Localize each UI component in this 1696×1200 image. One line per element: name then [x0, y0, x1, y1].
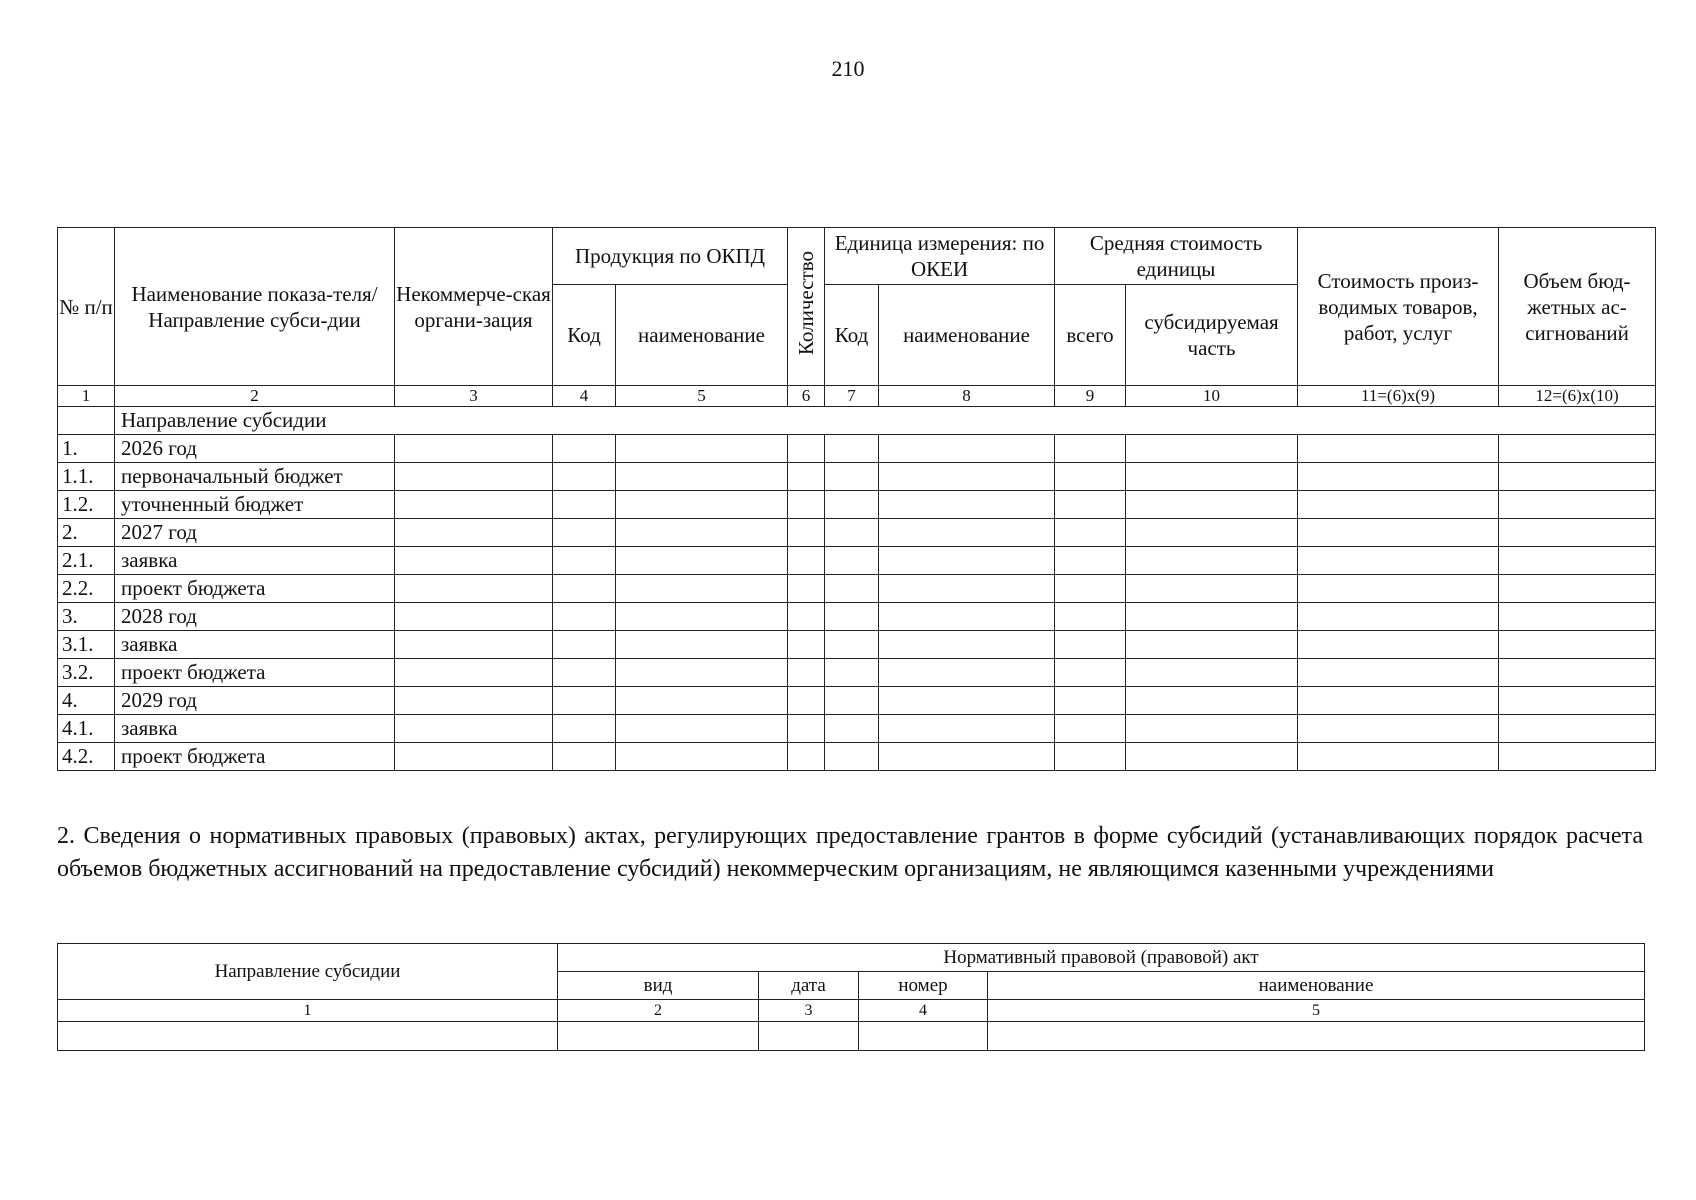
legal-acts-table — [57, 943, 1645, 1051]
column-number: 5 — [616, 386, 788, 407]
row-label: проект бюджета — [115, 575, 395, 603]
empty-cell — [1055, 575, 1126, 603]
column-number: 3 — [759, 1000, 859, 1022]
direction-num-cell — [58, 407, 115, 435]
table-row — [58, 743, 1656, 771]
empty-cell — [1499, 631, 1656, 659]
empty-cell — [879, 659, 1055, 687]
empty-cell — [616, 715, 788, 743]
empty-cell — [879, 463, 1055, 491]
header-avg-total: всего — [1055, 285, 1126, 386]
row-label: 2026 год — [115, 435, 395, 463]
empty-cell — [1055, 491, 1126, 519]
empty-cell — [553, 659, 616, 687]
table-row — [58, 491, 1656, 519]
empty-cell — [616, 631, 788, 659]
empty-cell — [1298, 519, 1499, 547]
table-row — [58, 687, 1656, 715]
empty-cell — [788, 463, 825, 491]
table-row — [58, 631, 1656, 659]
empty-cell — [616, 743, 788, 771]
empty-cell — [1298, 603, 1499, 631]
header-num: № п/п — [58, 228, 115, 386]
empty-cell — [1055, 603, 1126, 631]
empty-cell — [553, 547, 616, 575]
empty-cell — [879, 603, 1055, 631]
empty-cell — [1499, 435, 1656, 463]
header-act-date: дата — [759, 972, 859, 1000]
header-okei-code: Код — [825, 285, 879, 386]
empty-cell — [1298, 491, 1499, 519]
header-quantity — [788, 228, 825, 386]
empty-cell — [788, 687, 825, 715]
row-number: 4. — [58, 687, 115, 715]
empty-cell — [879, 715, 1055, 743]
direction-label: Направление субсидии — [115, 407, 1656, 435]
empty-cell — [395, 547, 553, 575]
empty-cell — [825, 603, 879, 631]
empty-cell — [788, 631, 825, 659]
header-act-kind: вид — [558, 972, 759, 1000]
empty-cell — [558, 1022, 759, 1051]
column-number: 7 — [825, 386, 879, 407]
empty-cell — [1298, 435, 1499, 463]
row-label: уточненный бюджет — [115, 491, 395, 519]
empty-cell — [788, 519, 825, 547]
empty-cell — [553, 715, 616, 743]
empty-cell — [1499, 687, 1656, 715]
empty-cell — [825, 547, 879, 575]
column-number: 1 — [58, 386, 115, 407]
empty-cell — [1126, 631, 1298, 659]
empty-cell — [395, 463, 553, 491]
empty-cell — [825, 519, 879, 547]
empty-cell — [616, 435, 788, 463]
empty-cell — [1055, 687, 1126, 715]
empty-cell — [395, 603, 553, 631]
empty-cell — [553, 743, 616, 771]
empty-cell — [788, 715, 825, 743]
empty-cell — [825, 463, 879, 491]
empty-cell — [879, 435, 1055, 463]
empty-cell — [616, 575, 788, 603]
table-row — [58, 659, 1656, 687]
header-act-name: наименование — [988, 972, 1645, 1000]
header-organization: Некоммерче-ская органи-зация — [395, 228, 553, 386]
empty-cell — [1126, 575, 1298, 603]
empty-cell — [395, 715, 553, 743]
row-number: 1.1. — [58, 463, 115, 491]
column-number: 12=(6)x(10) — [1499, 386, 1656, 407]
empty-cell — [553, 687, 616, 715]
empty-cell — [879, 687, 1055, 715]
row-label: первоначальный бюджет — [115, 463, 395, 491]
empty-cell — [988, 1022, 1645, 1051]
table-row — [58, 519, 1656, 547]
row-number: 3.1. — [58, 631, 115, 659]
empty-cell — [553, 491, 616, 519]
empty-cell — [1126, 715, 1298, 743]
row-label: 2028 год — [115, 603, 395, 631]
empty-cell — [1126, 519, 1298, 547]
empty-cell — [1499, 519, 1656, 547]
empty-cell — [553, 519, 616, 547]
empty-cell — [616, 491, 788, 519]
empty-cell — [788, 659, 825, 687]
empty-cell — [1055, 715, 1126, 743]
empty-cell — [395, 659, 553, 687]
empty-cell — [1126, 743, 1298, 771]
empty-cell — [1055, 743, 1126, 771]
header-okpd-name: наименование — [616, 285, 788, 386]
empty-cell — [879, 519, 1055, 547]
table-row — [58, 463, 1656, 491]
header-quantity-label: Количество — [794, 251, 819, 356]
row-label: заявка — [115, 547, 395, 575]
empty-cell — [58, 1022, 558, 1051]
empty-cell — [825, 687, 879, 715]
empty-cell — [395, 491, 553, 519]
empty-cell — [1499, 491, 1656, 519]
table-row — [58, 547, 1656, 575]
empty-cell — [879, 491, 1055, 519]
empty-cell — [616, 519, 788, 547]
row-number: 2.2. — [58, 575, 115, 603]
empty-cell — [553, 463, 616, 491]
section-2-heading: 2. Сведения о нормативных правовых (правовых) актах, регулирующих предоставление грантов в форме субсидий (устанавливающих порядок расчета объемов бюджетных ассигнований на предоставление субсидий) некоммерческим организациям, не являющимся казенными учреждениями — [57, 823, 1643, 882]
row-number: 3.2. — [58, 659, 115, 687]
column-number: 11=(6)x(9) — [1298, 386, 1499, 407]
column-numbers-row — [58, 1000, 1645, 1022]
header-budget-volume: Объем бюд-жетных ас-сигнований — [1499, 228, 1656, 386]
subsidy-indicators-table — [57, 227, 1656, 771]
header-direction: Направление субсидии — [58, 944, 558, 1000]
table-row — [58, 575, 1656, 603]
column-numbers-row — [58, 386, 1656, 407]
column-number: 6 — [788, 386, 825, 407]
column-number: 4 — [553, 386, 616, 407]
header-act-number: номер — [859, 972, 988, 1000]
column-number: 1 — [58, 1000, 558, 1022]
empty-cell — [1126, 547, 1298, 575]
empty-cell — [859, 1022, 988, 1051]
empty-cell — [825, 659, 879, 687]
empty-cell — [395, 435, 553, 463]
column-number: 4 — [859, 1000, 988, 1022]
empty-cell — [1499, 575, 1656, 603]
empty-cell — [1298, 547, 1499, 575]
empty-cell — [1298, 743, 1499, 771]
header-avg-subsidized: субсидируемая часть — [1126, 285, 1298, 386]
empty-cell — [1298, 715, 1499, 743]
empty-cell — [1126, 687, 1298, 715]
empty-cell — [825, 631, 879, 659]
column-number: 2 — [558, 1000, 759, 1022]
empty-cell — [553, 631, 616, 659]
empty-cell — [616, 687, 788, 715]
empty-cell — [1298, 575, 1499, 603]
column-number: 8 — [879, 386, 1055, 407]
row-label: заявка — [115, 715, 395, 743]
row-label: 2029 год — [115, 687, 395, 715]
empty-cell — [1126, 659, 1298, 687]
empty-cell — [759, 1022, 859, 1051]
empty-cell — [1055, 631, 1126, 659]
empty-cell — [1499, 547, 1656, 575]
row-label: заявка — [115, 631, 395, 659]
empty-cell — [788, 603, 825, 631]
empty-cell — [395, 575, 553, 603]
header-okei-name: наименование — [879, 285, 1055, 386]
header-okpd-group: Продукция по ОКПД — [553, 228, 788, 285]
empty-cell — [1298, 631, 1499, 659]
empty-cell — [395, 743, 553, 771]
empty-cell — [395, 519, 553, 547]
row-number: 2. — [58, 519, 115, 547]
empty-cell — [616, 603, 788, 631]
direction-row — [58, 407, 1656, 435]
empty-cell — [788, 575, 825, 603]
column-number: 5 — [988, 1000, 1645, 1022]
empty-cell — [1055, 659, 1126, 687]
row-number: 1. — [58, 435, 115, 463]
empty-cell — [1298, 687, 1499, 715]
empty-cell — [825, 575, 879, 603]
empty-cell — [1126, 463, 1298, 491]
empty-cell — [825, 743, 879, 771]
empty-cell — [1055, 463, 1126, 491]
row-label: проект бюджета — [115, 743, 395, 771]
empty-cell — [1499, 463, 1656, 491]
row-number: 2.1. — [58, 547, 115, 575]
empty-cell — [825, 435, 879, 463]
header-legal-act-group: Нормативный правовой (правовой) акт — [558, 944, 1645, 972]
row-number: 1.2. — [58, 491, 115, 519]
header-okpd-code: Код — [553, 285, 616, 386]
empty-cell — [1499, 659, 1656, 687]
empty-cell — [1298, 659, 1499, 687]
header-cost: Стоимость произ-водимых товаров, работ, услуг — [1298, 228, 1499, 386]
empty-cell — [553, 575, 616, 603]
column-number: 10 — [1126, 386, 1298, 407]
empty-cell — [788, 547, 825, 575]
empty-cell — [1499, 715, 1656, 743]
empty-cell — [788, 435, 825, 463]
header-indicator-name: Наименование показа-теля/ Направление субси-дии — [115, 228, 395, 386]
empty-cell — [1298, 463, 1499, 491]
empty-cell — [879, 743, 1055, 771]
empty-cell — [1126, 603, 1298, 631]
empty-cell — [616, 659, 788, 687]
empty-cell — [788, 743, 825, 771]
table-row — [58, 435, 1656, 463]
row-number: 3. — [58, 603, 115, 631]
column-number: 9 — [1055, 386, 1126, 407]
table-row — [58, 715, 1656, 743]
empty-cell — [395, 631, 553, 659]
table-row — [58, 603, 1656, 631]
row-label: проект бюджета — [115, 659, 395, 687]
table-row — [58, 1022, 1645, 1051]
empty-cell — [1055, 435, 1126, 463]
empty-cell — [1055, 547, 1126, 575]
empty-cell — [1126, 435, 1298, 463]
empty-cell — [395, 687, 553, 715]
empty-cell — [1499, 603, 1656, 631]
empty-cell — [825, 491, 879, 519]
empty-cell — [879, 631, 1055, 659]
empty-cell — [616, 463, 788, 491]
empty-cell — [553, 603, 616, 631]
column-number: 3 — [395, 386, 553, 407]
empty-cell — [616, 547, 788, 575]
empty-cell — [553, 435, 616, 463]
column-number: 2 — [115, 386, 395, 407]
row-number: 4.1. — [58, 715, 115, 743]
header-avg-cost-group: Средняя стоимость единицы — [1055, 228, 1298, 285]
empty-cell — [879, 547, 1055, 575]
empty-cell — [1055, 519, 1126, 547]
row-number: 4.2. — [58, 743, 115, 771]
row-label: 2027 год — [115, 519, 395, 547]
empty-cell — [1126, 491, 1298, 519]
page-number: 210 — [831, 56, 865, 81]
empty-cell — [879, 575, 1055, 603]
empty-cell — [1499, 743, 1656, 771]
empty-cell — [825, 715, 879, 743]
header-okei-group: Единица измерения: по ОКЕИ — [825, 228, 1055, 285]
empty-cell — [788, 491, 825, 519]
